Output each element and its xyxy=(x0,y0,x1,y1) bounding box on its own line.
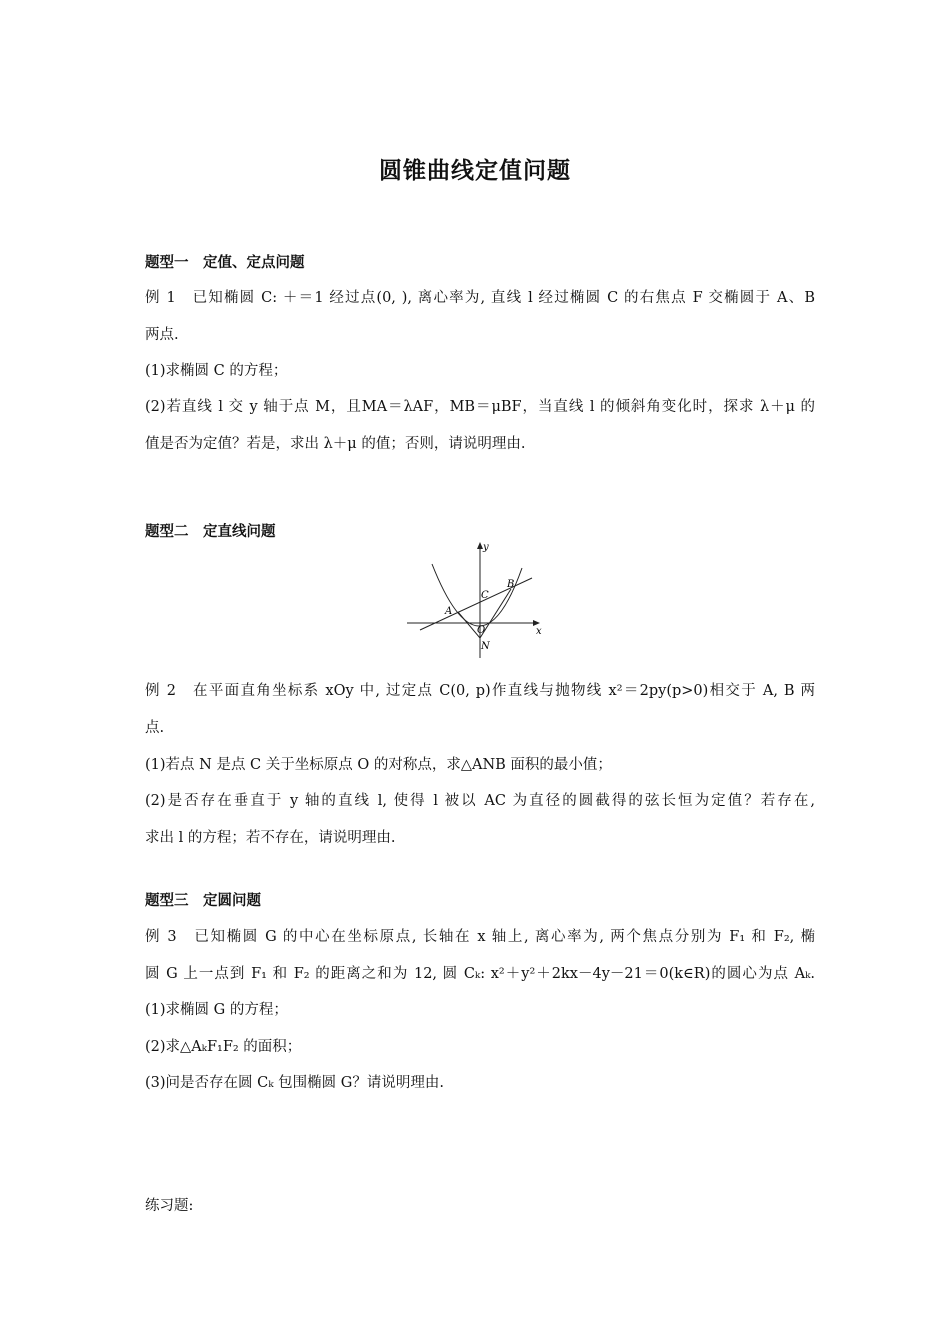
example-2-line-2: 点. xyxy=(145,720,165,736)
example-3-line-1: 例 3 已知椭圆 G 的中心在坐标原点, 长轴在 x 轴上, 离心率为, 两个焦点分别为 F₁ 和 F₂, 椭 xyxy=(145,929,815,945)
example-2-question-1: (1)若点 N 是点 C 关于坐标原点 O 的对称点，求△ANB 面积的最小值； xyxy=(145,757,612,773)
example-3-line-2: 圆 G 上一点到 F₁ 和 F₂ 的距离之和为 12, 圆 Cₖ: x²＋y²＋2kx－4y－21＝0(k∈R)的圆心为点 Aₖ. xyxy=(145,966,815,982)
example-1-question-2-line-1: (2)若直线 l 交 y 轴于点 M，且MA＝λAF，MB＝μBF，当直线 l 的倾斜角变化时，探求 λ＋μ 的 xyxy=(145,399,815,415)
example-2-question-2-line-2: 求出 l 的方程；若不存在，请说明理由. xyxy=(145,830,396,846)
parabola-figure xyxy=(400,538,550,660)
section-heading-2: 题型二 定直线问题 xyxy=(145,524,276,540)
example-3-question-3: (3)问是否存在圆 Cₖ 包围椭圆 G？请说明理由. xyxy=(145,1075,444,1091)
example-1-question-2-line-2: 值是否为定值？若是，求出 λ＋μ 的值；否则，请说明理由. xyxy=(145,436,526,452)
label-y: y xyxy=(483,542,489,553)
example-3-question-2: (2)求△AₖF₁F₂ 的面积； xyxy=(145,1039,302,1055)
label-C: C xyxy=(481,590,489,601)
label-x: x xyxy=(536,626,542,637)
section-heading-1: 题型一 定值、定点问题 xyxy=(145,255,305,271)
example-1-line-2: 两点. xyxy=(145,327,179,343)
example-2-question-2-line-1: (2)是否存在垂直于 y 轴的直线 l, 使得 l 被以 AC 为直径的圆截得的弦长恒为定值？若存在, xyxy=(145,793,815,809)
example-2-line-1: 例 2 在平面直角坐标系 xOy 中, 过定点 C(0, p)作直线与抛物线 x²＝2py(p>0)相交于 A, B 两 xyxy=(145,683,815,699)
example-1-question-1: (1)求椭圆 C 的方程； xyxy=(145,363,288,379)
label-B: B xyxy=(507,579,515,590)
label-N: N xyxy=(481,641,490,652)
section-heading-3: 题型三 定圆问题 xyxy=(145,893,261,909)
example-3-question-1: (1)求椭圆 G 的方程； xyxy=(145,1002,288,1018)
label-A: A xyxy=(445,606,453,617)
page-title: 圆锥曲线定值问题 xyxy=(379,158,571,184)
practice-heading: 练习题: xyxy=(145,1198,194,1214)
secant-line xyxy=(420,578,532,630)
label-O: O xyxy=(477,625,486,636)
example-1-line-1: 例 1 已知椭圆 C: ＋＝1 经过点(0, ), 离心率为, 直线 l 经过椭圆 C 的右焦点 F 交椭圆于 A、B xyxy=(145,290,815,306)
